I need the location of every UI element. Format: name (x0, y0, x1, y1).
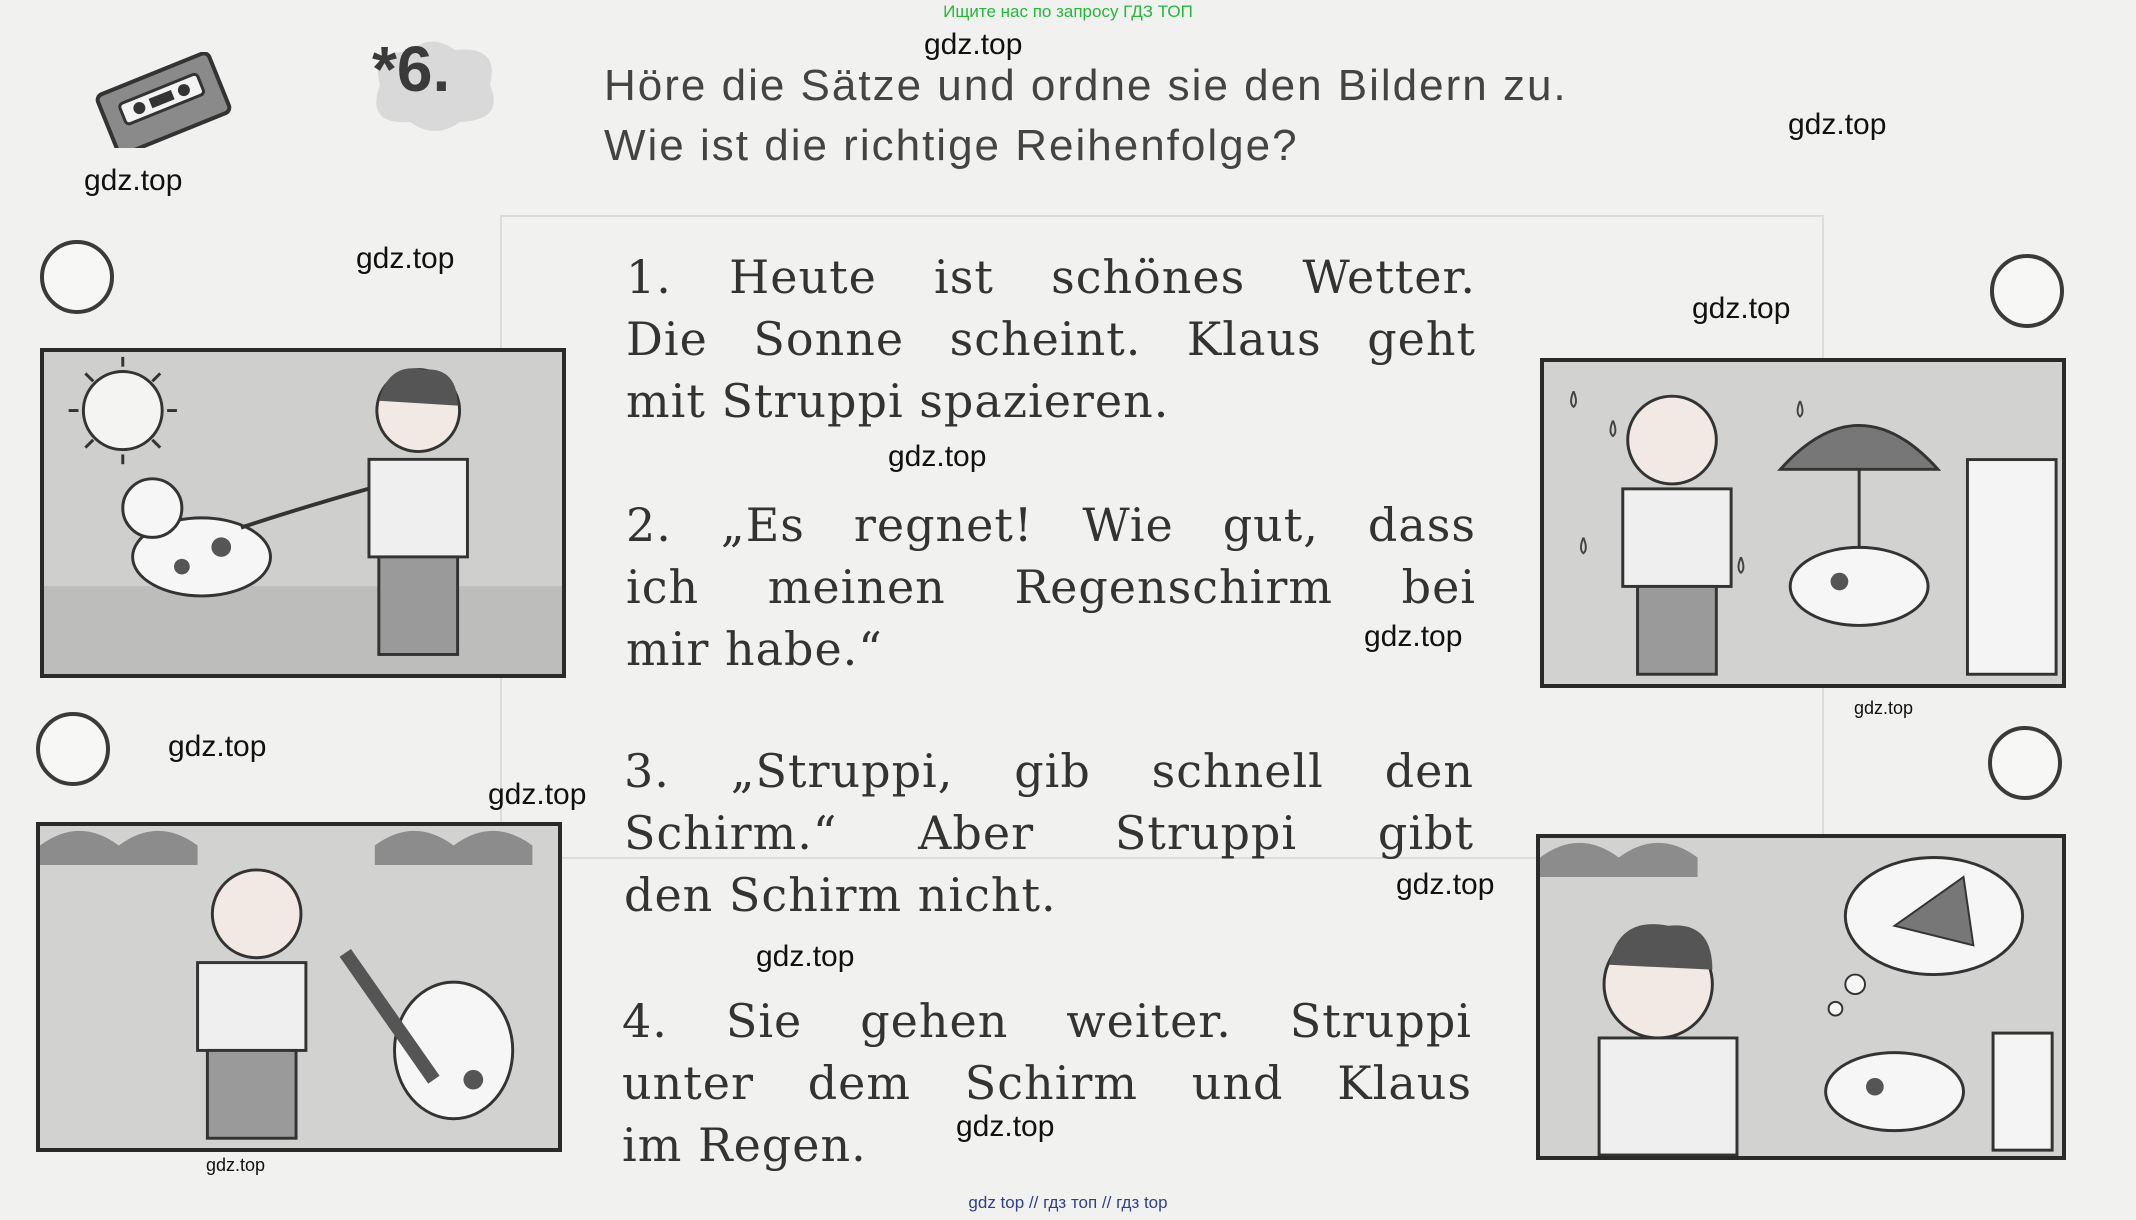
watermark: gdz.top (756, 940, 855, 973)
task-number: *6. (372, 33, 451, 105)
bottom-banner[interactable]: gdz top // гдз топ // гдз top (968, 1193, 1168, 1212)
watermark: gdz.top (1396, 868, 1495, 901)
watermark: gdz.top (168, 730, 267, 763)
answer-circle-bottom-right[interactable] (1988, 726, 2062, 800)
watermark: gdz.top (1854, 698, 1914, 718)
sentence-2 (626, 494, 1476, 680)
answer-circle-bottom-left[interactable] (36, 712, 110, 786)
watermark: gdz.top (206, 1155, 266, 1175)
sentence-3 (624, 740, 1474, 926)
answer-circle-top-left[interactable] (40, 240, 114, 314)
watermark: gdz.top (356, 242, 455, 275)
watermark: gdz.top (888, 440, 987, 473)
picture-rain-dog-umbrella (1540, 358, 2066, 688)
answer-circle-top-right[interactable] (1990, 254, 2064, 328)
sentence-1-line-1: 1. Heute ist schönes Wetter. (626, 250, 1476, 304)
picture-thinking-umbrella (1536, 834, 2066, 1160)
picture-sunny-walk (40, 348, 566, 678)
watermark: gdz.top (924, 28, 1023, 61)
instruction-line-1: Höre die Sätze und ordne sie den Bildern zu. (604, 61, 1568, 110)
sentence-4-line-2: unter dem Schirm und Klaus (622, 1056, 1472, 1110)
sentence-1-line-3: mit Struppi spazieren. (626, 374, 1170, 428)
picture-dog-holds-umbrella (36, 822, 562, 1152)
sentence-2-line-1: 2. „Es regnet! Wie gut, dass (626, 498, 1476, 552)
sentence-2-line-3: mir habe.“ (626, 622, 883, 676)
sentence-4-line-1: 4. Sie gehen weiter. Struppi (622, 994, 1472, 1048)
sentence-1-line-2: Die Sonne scheint. Klaus geht (626, 312, 1476, 366)
watermark: gdz.top (1788, 108, 1887, 141)
watermark: gdz.top (1364, 620, 1463, 653)
sentence-3-line-2: Schirm.“ Aber Struppi gibt (624, 806, 1474, 860)
sentence-3-line-1: 3. „Struppi, gib schnell den (624, 744, 1474, 798)
watermark: gdz.top (1692, 292, 1791, 325)
sentence-4 (622, 990, 1472, 1176)
sentence-2-line-2: ich meinen Regenschirm bei (626, 560, 1476, 614)
watermark: gdz.top (488, 778, 587, 811)
sentence-1 (626, 246, 1476, 432)
instruction-line-2: Wie ist die richtige Reihenfolge? (604, 121, 1299, 170)
sentence-4-line-3: im Regen. (622, 1118, 867, 1172)
cassette-icon (88, 52, 236, 148)
sentence-3-line-3: den Schirm nicht. (624, 868, 1057, 922)
watermark: gdz.top (84, 164, 183, 197)
top-banner[interactable]: Ищите нас по запросу ГДЗ ТОП (943, 2, 1193, 21)
watermark: gdz.top (956, 1110, 1055, 1143)
